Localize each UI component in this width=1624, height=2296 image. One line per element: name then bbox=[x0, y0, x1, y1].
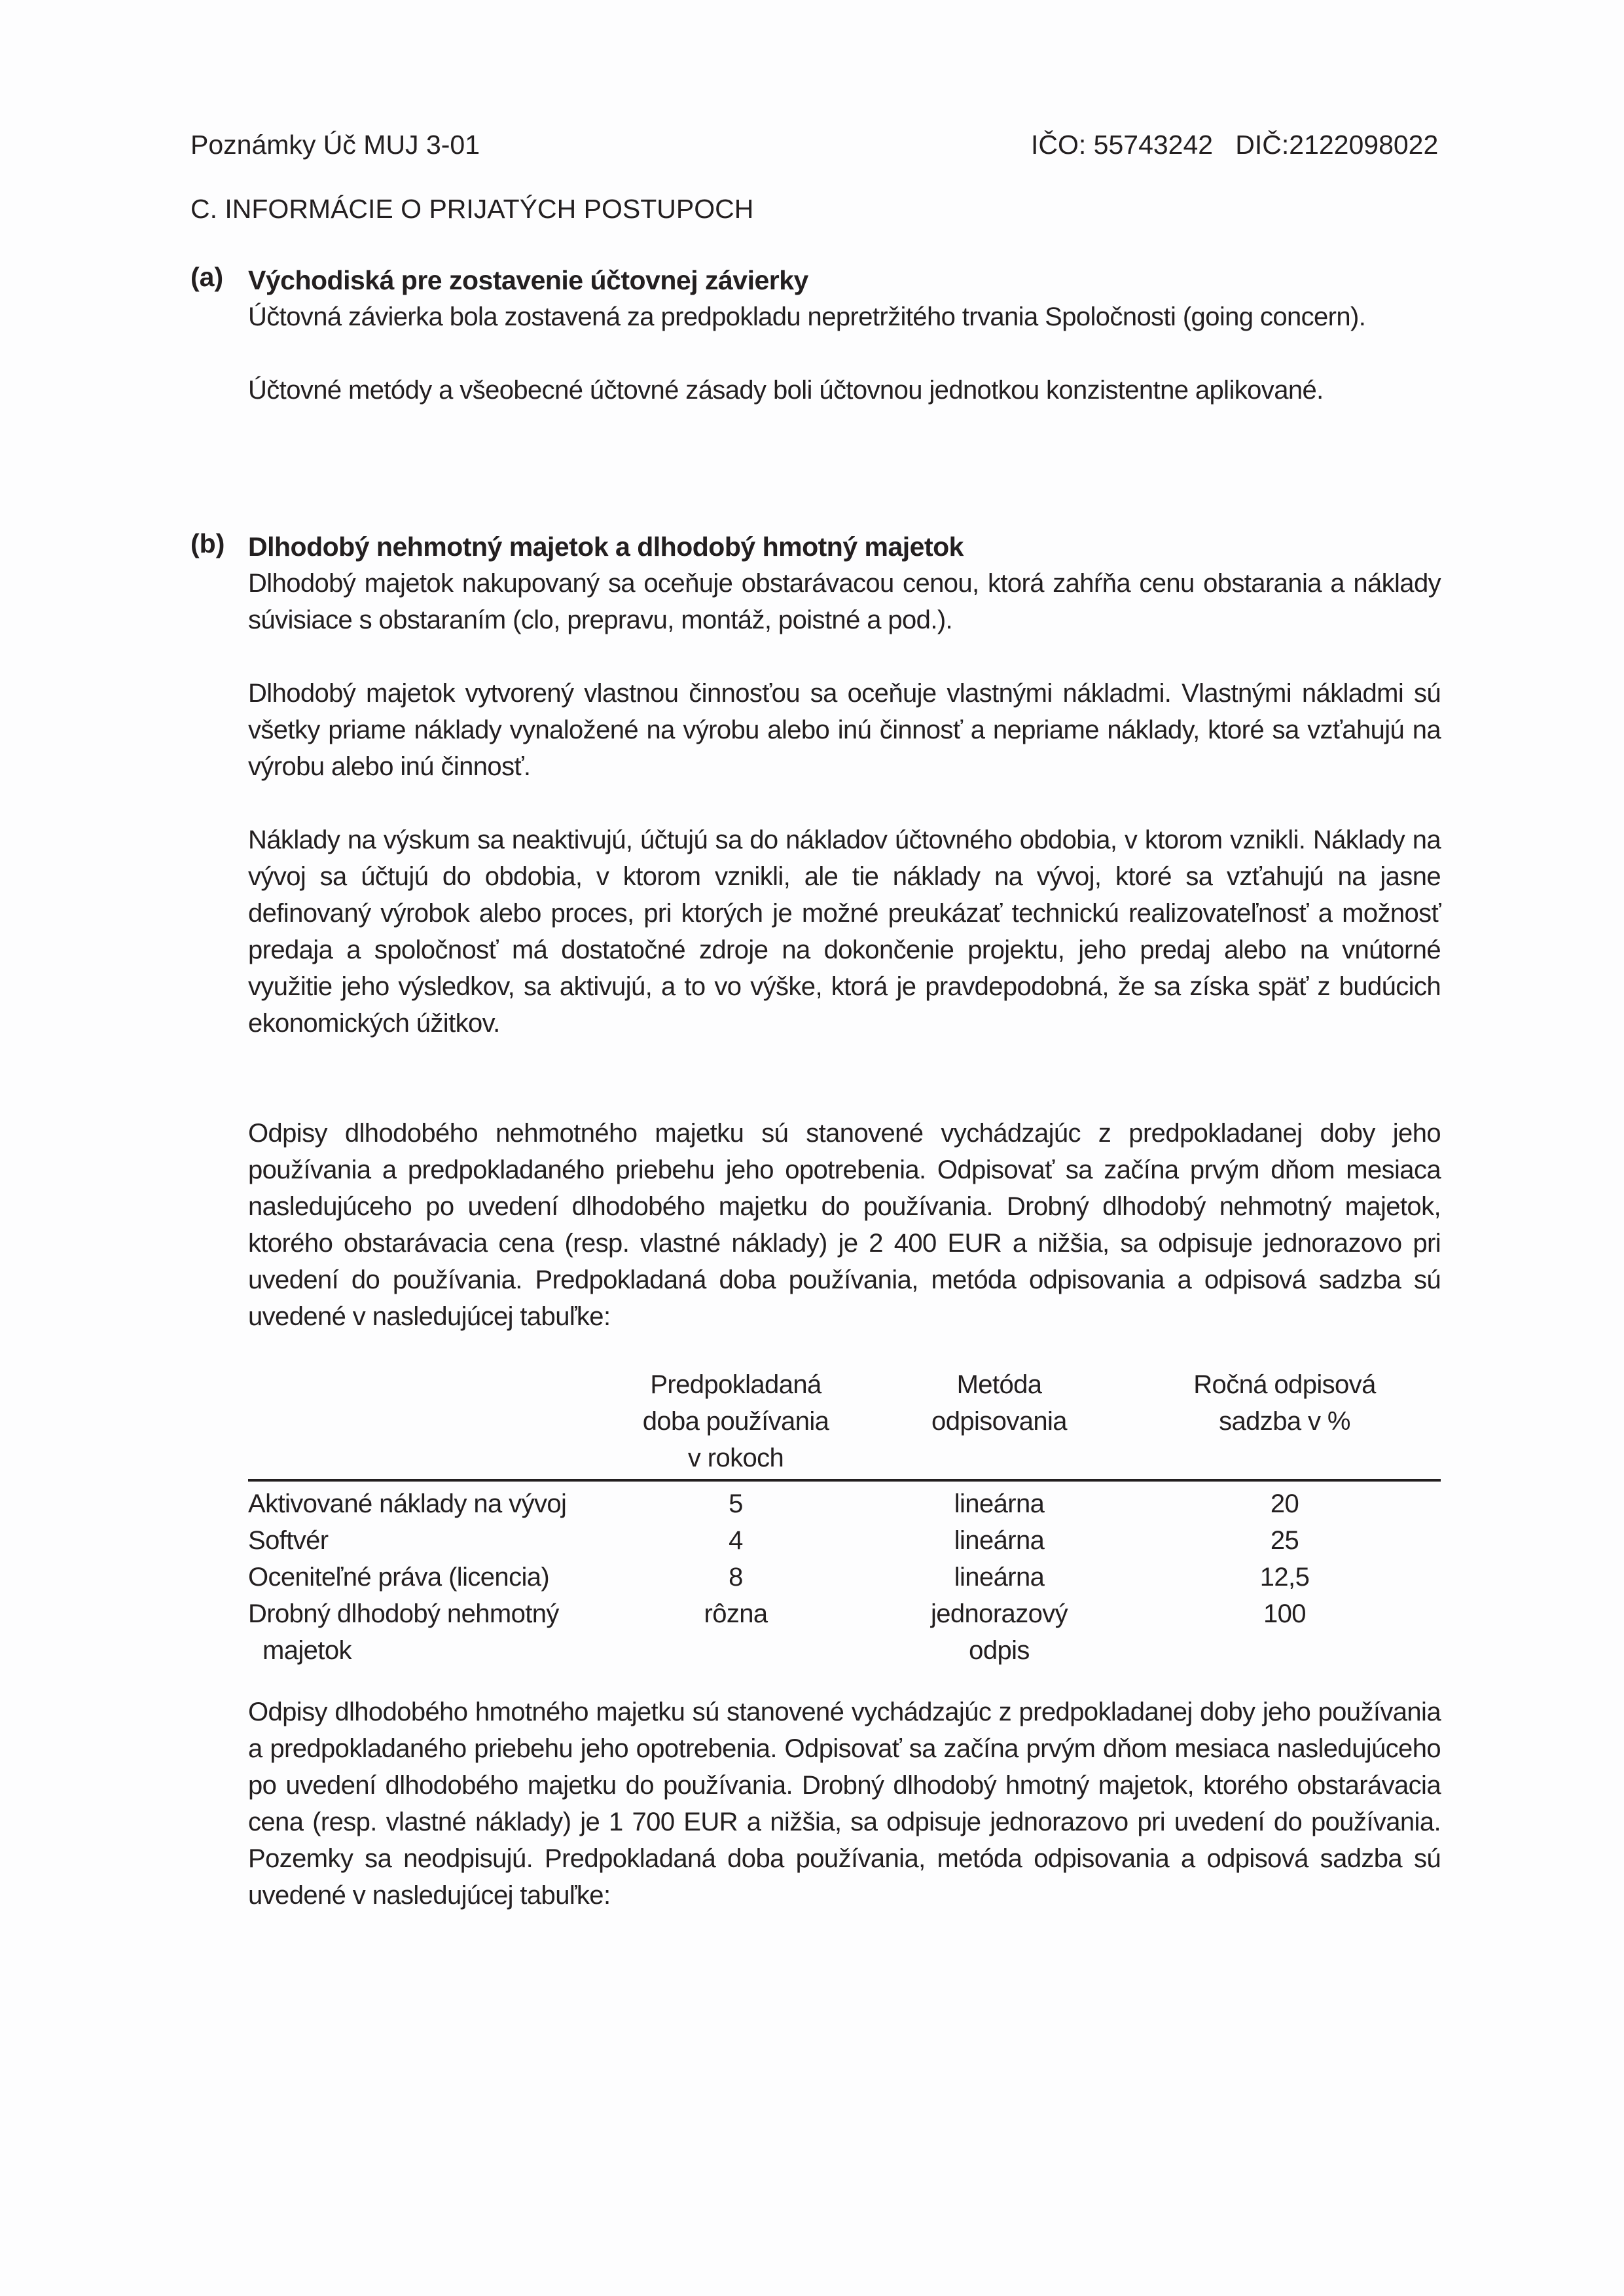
cell-years: 4 bbox=[729, 1526, 743, 1555]
paragraph: Náklady na výskum sa neaktivujú, účtujú sa do nákladov účtovného obdobia, v ktorom vznikli. Náklady na vývoj sa účtujú do obdobia, v ktorom vznikli, ale tie náklady na vývoj, ktoré sa vzťahujú na jasne definovaný výrobok alebo proces, pri ktorých je možné preukázať technickú realizovateľnosť a možnosť predaja a spoločnosť má dostatočné zdroje na dokončenie projektu, jeho predaj alebo na vnútorné využitie jeho výsledkov, sa aktivujú, a to vo výške, ktorá je pravdepodobná, že sa získa späť z budúcich ekonomických úžitkov. bbox=[248, 826, 1441, 1038]
closing-paragraph-block bbox=[248, 1694, 1441, 1914]
cell-rate: 25 bbox=[1270, 1526, 1299, 1555]
table-header-method: Metóda odpisovania bbox=[870, 1366, 1128, 1480]
table-row bbox=[248, 1595, 1441, 1669]
item-label: (a) bbox=[190, 262, 224, 292]
item-label: (b) bbox=[190, 528, 225, 558]
paragraph: Účtovná závierka bola zostavená za predpokladu nepretržitého trvania Spoločnosti (going concern). bbox=[248, 302, 1366, 331]
cell-asset: Softvér bbox=[248, 1526, 329, 1555]
cell-method: jednorazový odpis bbox=[930, 1599, 1068, 1665]
paragraph: Odpisy dlhodobého nehmotného majetku sú stanovené vychádzajúc z predpokladanej doby jeho používania a predpokladaného priebehu jeho opotrebenia. Odpisovať sa začína prvým dňom mesiaca nasledujúceho po uvedení dlhodobého majetku do používania. Drobný dlhodobý nehmotný majetok, ktorého obstarávacia cena (resp. vlastné náklady) je 2 400 EUR a nižšia, sa odpisuje jednorazovo pri uvedení do používania. Predpokladaná doba používania, metóda odpisovania a odpisová sadzba sú uvedené v nasledujúcej tabuľke: bbox=[248, 1119, 1441, 1331]
cell-years: rôzna bbox=[704, 1599, 768, 1628]
cell-years: 8 bbox=[729, 1563, 743, 1592]
table-header-rate: Ročná odpisová sadzba v % bbox=[1128, 1366, 1441, 1480]
section-title: C. INFORMÁCIE O PRIJATÝCH POSTUPOCH bbox=[190, 194, 754, 224]
item-body bbox=[248, 528, 1441, 1335]
paragraph: Dlhodobý majetok nakupovaný sa oceňuje obstarávacou cenou, ktorá zahŕňa cenu obstarania a náklady súvisiace s obstaraním (clo, prepravu, montáž, poistné a pod.). bbox=[248, 569, 1441, 634]
table-row bbox=[248, 1480, 1441, 1522]
header-company-ids: IČO: 55743242 DIČ:2122098022 bbox=[1031, 130, 1439, 160]
header-document-id: Poznámky Úč MUJ 3-01 bbox=[190, 130, 480, 160]
table-header-row bbox=[248, 1366, 1441, 1480]
table-row bbox=[248, 1522, 1441, 1559]
item-heading: Dlhodobý nehmotný majetok a dlhodobý hmotný majetok bbox=[248, 532, 964, 562]
item-heading: Východiská pre zostavenie účtovnej závierky bbox=[248, 265, 808, 295]
cell-method: lineárna bbox=[954, 1563, 1045, 1592]
paragraph: Odpisy dlhodobého hmotného majetku sú stanovené vychádzajúc z predpokladanej doby jeho používania a predpokladaného priebehu jeho opotrebenia. Odpisovať sa začína prvým dňom mesiaca nasledujúceho po uvedení dlhodobého majetku do používania. Drobný dlhodobý hmotný majetok, ktorého obstarávacia cena (resp. vlastné náklady) je 1 700 EUR a nižšia, sa odpisuje jednorazovo pri uvedení do používania. Pozemky sa neodpisujú. Predpokladaná doba používania, metóda odpisovania a odpisová sadzba sú uvedené v nasledujúcej tabuľke: bbox=[248, 1698, 1441, 1910]
cell-rate: 12,5 bbox=[1259, 1563, 1310, 1592]
item-body bbox=[248, 262, 1441, 409]
paragraph: Dlhodobý majetok vytvorený vlastnou činnosťou sa oceňuje vlastnými nákladmi. Vlastnými nákladmi sú všetky priame náklady vynaložené na výrobu alebo inú činnosť a nepriame náklady, ktoré sa vzťahujú na výrobu alebo inú činnosť. bbox=[248, 679, 1441, 781]
table-row bbox=[248, 1559, 1441, 1595]
cell-asset: Oceniteľné práva (licencia) bbox=[248, 1563, 550, 1592]
table-header-years: Predpokladaná doba používania v rokoch bbox=[602, 1366, 870, 1480]
cell-method: lineárna bbox=[954, 1489, 1045, 1518]
cell-asset: Drobný dlhodobý nehmotný majetok bbox=[248, 1599, 559, 1665]
table-header-asset bbox=[248, 1366, 602, 1480]
cell-rate: 100 bbox=[1263, 1599, 1306, 1628]
cell-rate: 20 bbox=[1270, 1489, 1299, 1518]
cell-asset: Aktivované náklady na vývoj bbox=[248, 1489, 567, 1518]
cell-method: lineárna bbox=[954, 1526, 1045, 1555]
depreciation-table bbox=[248, 1366, 1441, 1669]
paragraph: Účtovné metódy a všeobecné účtovné zásady boli účtovnou jednotkou konzistentne aplikované. bbox=[248, 376, 1324, 405]
cell-years: 5 bbox=[729, 1489, 743, 1518]
